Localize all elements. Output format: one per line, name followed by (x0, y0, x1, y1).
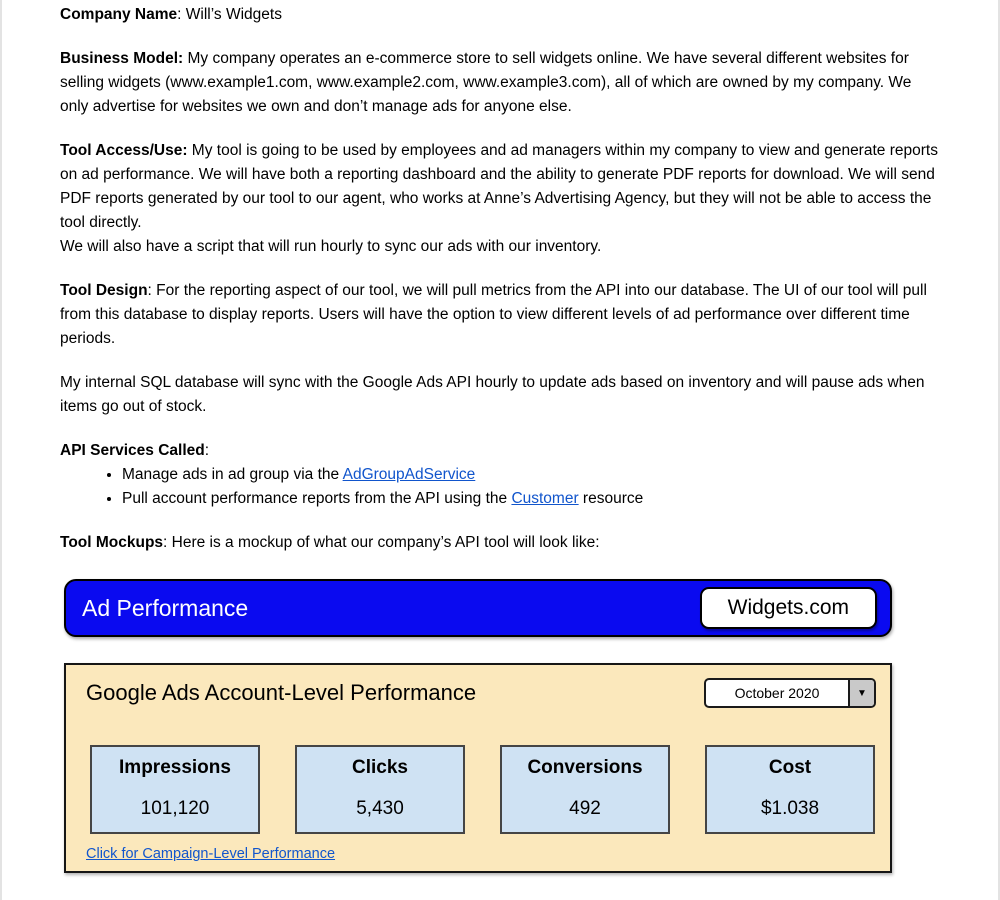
panel-title: Google Ads Account-Level Performance (86, 680, 477, 705)
business-model-paragraph (60, 47, 942, 119)
tool-mockups-label: Tool Mockups (60, 534, 164, 551)
bullet-1-prefix: Manage ads in ad group via the (122, 466, 343, 483)
customer-link[interactable]: Customer (511, 490, 579, 507)
adgroupadservice-link[interactable]: AdGroupAdService (342, 466, 476, 483)
tool-design-paragraph (60, 279, 942, 351)
tool-mockups-text: : Here is a mockup of what our company’s API tool will look like: (163, 534, 600, 551)
campaign-level-link[interactable]: Click for Campaign-Level Performance (86, 846, 336, 862)
mockup-header-title: Ad Performance (82, 594, 249, 621)
tool-mockups-paragraph (60, 531, 942, 555)
sql-sync-paragraph: My internal SQL database will sync with the Google Ads API hourly to update ads based on inventory and will pause ads when items go out of stock. (60, 374, 925, 415)
company-name-label: Company Name (60, 6, 178, 23)
widgets-site-button[interactable]: Widgets.com (700, 587, 877, 629)
metric-label: Clicks (352, 757, 408, 778)
campaign-link-row (86, 845, 876, 863)
api-services-colon: : (204, 442, 210, 459)
tool-mockup (64, 579, 892, 873)
tool-access-label: Tool Access/Use: (60, 142, 188, 159)
metric-label: Conversions (527, 757, 643, 778)
period-dropdown[interactable] (704, 678, 876, 708)
api-services-list (60, 463, 942, 511)
metric-card-clicks (295, 745, 465, 834)
metric-value: 5,430 (356, 798, 404, 819)
business-model-text: My company operates an e-commerce store to sell widgets online. We have several different websites for selling widgets (www.example1.com, www.example2.com, www.example3.com), all of which are owned by my company. We only advertise for websites we own and don’t manage ads for anyone else. (60, 50, 912, 115)
metric-card-cost (705, 745, 875, 834)
list-item (122, 487, 942, 511)
metric-value: $1.038 (760, 798, 820, 819)
metric-label: Cost (768, 757, 812, 778)
bullet-2-suffix: resource (578, 490, 644, 507)
account-performance-panel (64, 663, 892, 873)
metric-value: 492 (569, 798, 601, 819)
tool-access-text: My tool is going to be used by employees and ad managers within my company to view and generate reports on ad performance. We will have both a reporting dashboard and the ability to generate PDF reports for download. We will send PDF reports generated by our tool to our agent, who works at Anne’s Advertising Agency, but they will not be able to access the tool directly. (60, 142, 938, 231)
company-name-line (60, 3, 942, 27)
mockup-header-bar (64, 579, 892, 637)
list-item (122, 463, 942, 487)
panel-header-row (80, 665, 876, 708)
period-dropdown-value: October 2020 (734, 685, 820, 701)
bullet-2-prefix: Pull account performance reports from the API using the (122, 490, 512, 507)
tool-design-text: : For the reporting aspect of our tool, we will pull metrics from the API into our database. The UI of our tool will pull from this database to display reports. Users will have the option to view different levels of ad performance over different time periods. (60, 282, 927, 347)
chevron-down-icon[interactable]: ▼ (848, 680, 874, 706)
tool-access-text2: We will also have a script that will run hourly to sync our ads with our inventory. (60, 238, 602, 255)
metric-cards-row (90, 745, 875, 834)
tool-access-paragraph (60, 139, 942, 259)
metric-card-impressions (90, 745, 260, 834)
tool-design-label: Tool Design (60, 282, 148, 299)
api-services-label: API Services Called (60, 442, 205, 459)
metric-label: Impressions (119, 757, 231, 778)
metric-value: 101,120 (140, 798, 210, 819)
metric-card-conversions (500, 745, 670, 834)
company-name-value: : Will’s Widgets (177, 6, 282, 23)
business-model-label: Business Model: (60, 50, 184, 67)
api-services-heading (60, 439, 942, 463)
